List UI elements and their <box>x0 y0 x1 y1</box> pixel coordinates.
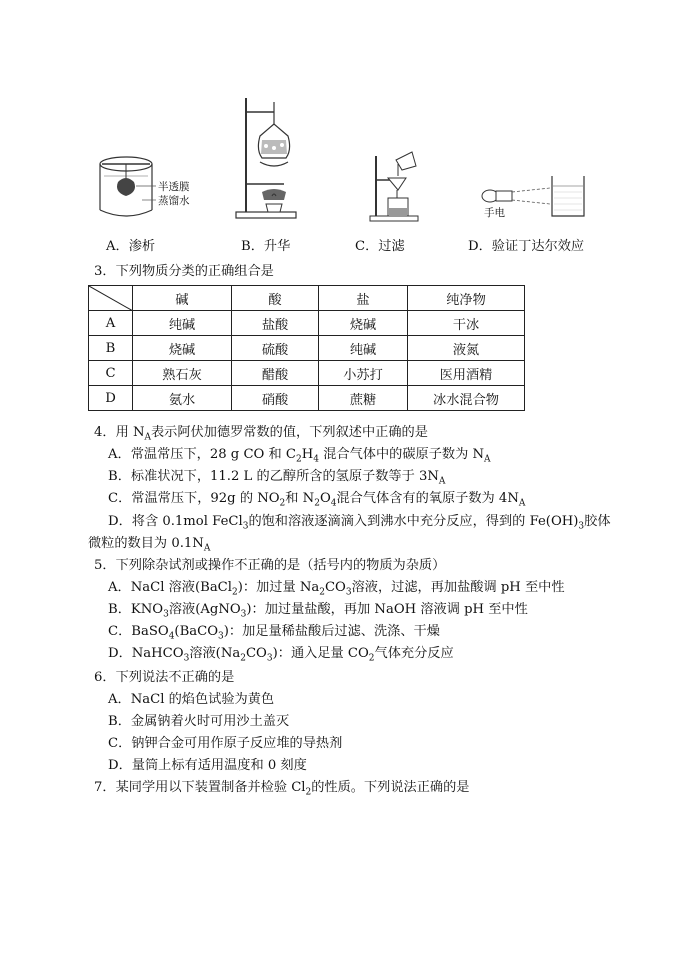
header-pure-substance: 纯净物 <box>408 286 525 311</box>
q5-stem: 5．下列除杂试剂或操作不正确的是（括号内的物质为杂质） <box>94 558 446 573</box>
classification-table <box>88 285 525 411</box>
flashlight-label: 手电 <box>484 207 505 219</box>
table-row <box>89 361 525 386</box>
row-label: C <box>89 361 133 386</box>
membrane-label: 半透膜 <box>158 181 190 193</box>
row-label: B <box>89 336 133 361</box>
row-label: A <box>89 311 133 336</box>
distilled-water-label: 蒸馏水 <box>158 195 190 207</box>
q5-option-b: B．$KNO_3$溶液(AgNO$_3$)：加过量盐酸，再加 NaOH 溶液调 pH 至中性 <box>108 602 528 620</box>
q3-stem: 3．下列物质分类的正确组合是 <box>94 264 274 279</box>
header-salt: 盐 <box>319 286 408 311</box>
filtration-apparatus-figure <box>368 150 428 222</box>
diagonal-header-cell <box>89 286 133 311</box>
q6-stem: 6．下列说法不正确的是 <box>94 670 235 685</box>
q4-option-d-line2: 微粒的数目为 $0.1N_A$ <box>88 536 211 554</box>
caption-sublimation: B．升华 <box>241 239 291 254</box>
q4-option-c: C．常温常压下，92g 的 $NO_2$和 $N_2O_4$混合气体含有的氧原子数为 $4N_A$ <box>108 491 526 509</box>
q5-option-d: D．NaHCO$_3$溶液$(Na_2CO_3)$：通入足量 $CO_2$气体充分反应 <box>108 646 454 664</box>
caption-osmosis: A．渗析 <box>106 239 156 254</box>
table-cell: 干冰 <box>408 311 525 336</box>
table-cell: 纯碱 <box>133 311 232 336</box>
sublimation-apparatus-figure <box>232 96 302 222</box>
table-row <box>89 386 525 411</box>
table-cell: 蔗糖 <box>319 386 408 411</box>
table-cell: 烧碱 <box>319 311 408 336</box>
q6-option-c: C．钠钾合金可用作原子反应堆的导热剂 <box>108 736 343 751</box>
q6-option-d: D．量筒上标有适用温度和 0 刻度 <box>108 758 307 773</box>
q5-option-c: C．BaSO$_4$(BaCO$_3$)：加足量稀盐酸后过滤、洗涤、干燥 <box>108 624 440 642</box>
table-header-row <box>89 286 525 311</box>
table-cell: 熟石灰 <box>133 361 232 386</box>
table-cell: 纯碱 <box>319 336 408 361</box>
table-cell: 硝酸 <box>232 386 319 411</box>
table-cell: 醋酸 <box>232 361 319 386</box>
table-cell: 小苏打 <box>319 361 408 386</box>
q4-option-d-line1: D．将含 0.1mol FeCl$_3$的饱和溶液逐滴滴入到沸水中充分反应，得到的 $Fe(OH)_3$胶体 <box>108 514 611 532</box>
header-acid: 酸 <box>232 286 319 311</box>
q6-option-b: B．金属钠着火时可用沙土盖灭 <box>108 714 290 729</box>
table-cell: 医用酒精 <box>408 361 525 386</box>
table-row <box>89 336 525 361</box>
q4-stem: 4．用 $N_A$表示阿伏加德罗常数的值，下列叙述中正确的是 <box>94 425 428 443</box>
table-cell: 盐酸 <box>232 311 319 336</box>
row-label: D <box>89 386 133 411</box>
table-row <box>89 311 525 336</box>
header-base: 碱 <box>133 286 232 311</box>
q7-stem: 7．某同学用以下装置制备并检验 $Cl_2$的性质。下列说法正确的是 <box>94 780 470 798</box>
q6-option-a: A．NaCl 的焰色试验为黄色 <box>108 692 275 707</box>
caption-tyndall: D．验证丁达尔效应 <box>468 239 585 254</box>
caption-filtration: C．过滤 <box>355 239 405 254</box>
table-cell: 冰水混合物 <box>408 386 525 411</box>
table-cell: 硫酸 <box>232 336 319 361</box>
q4-option-b: B．标准状况下，11.2 L 的乙醇所含的氢原子数等于 $3N_A$ <box>108 469 446 487</box>
q5-option-a: A．NaCl 溶液(BaCl$_2$)：加过量 $Na_2CO_3$溶液，过滤，再加盐酸调 pH 至中性 <box>108 580 565 598</box>
table-cell: 烧碱 <box>133 336 232 361</box>
q4-option-a: A．常温常压下，28 g CO 和 $C_2H_4$ 混合气体中的碳原子数为 $N_A$ <box>108 447 491 465</box>
table-cell: 液氮 <box>408 336 525 361</box>
table-cell: 氨水 <box>133 386 232 411</box>
